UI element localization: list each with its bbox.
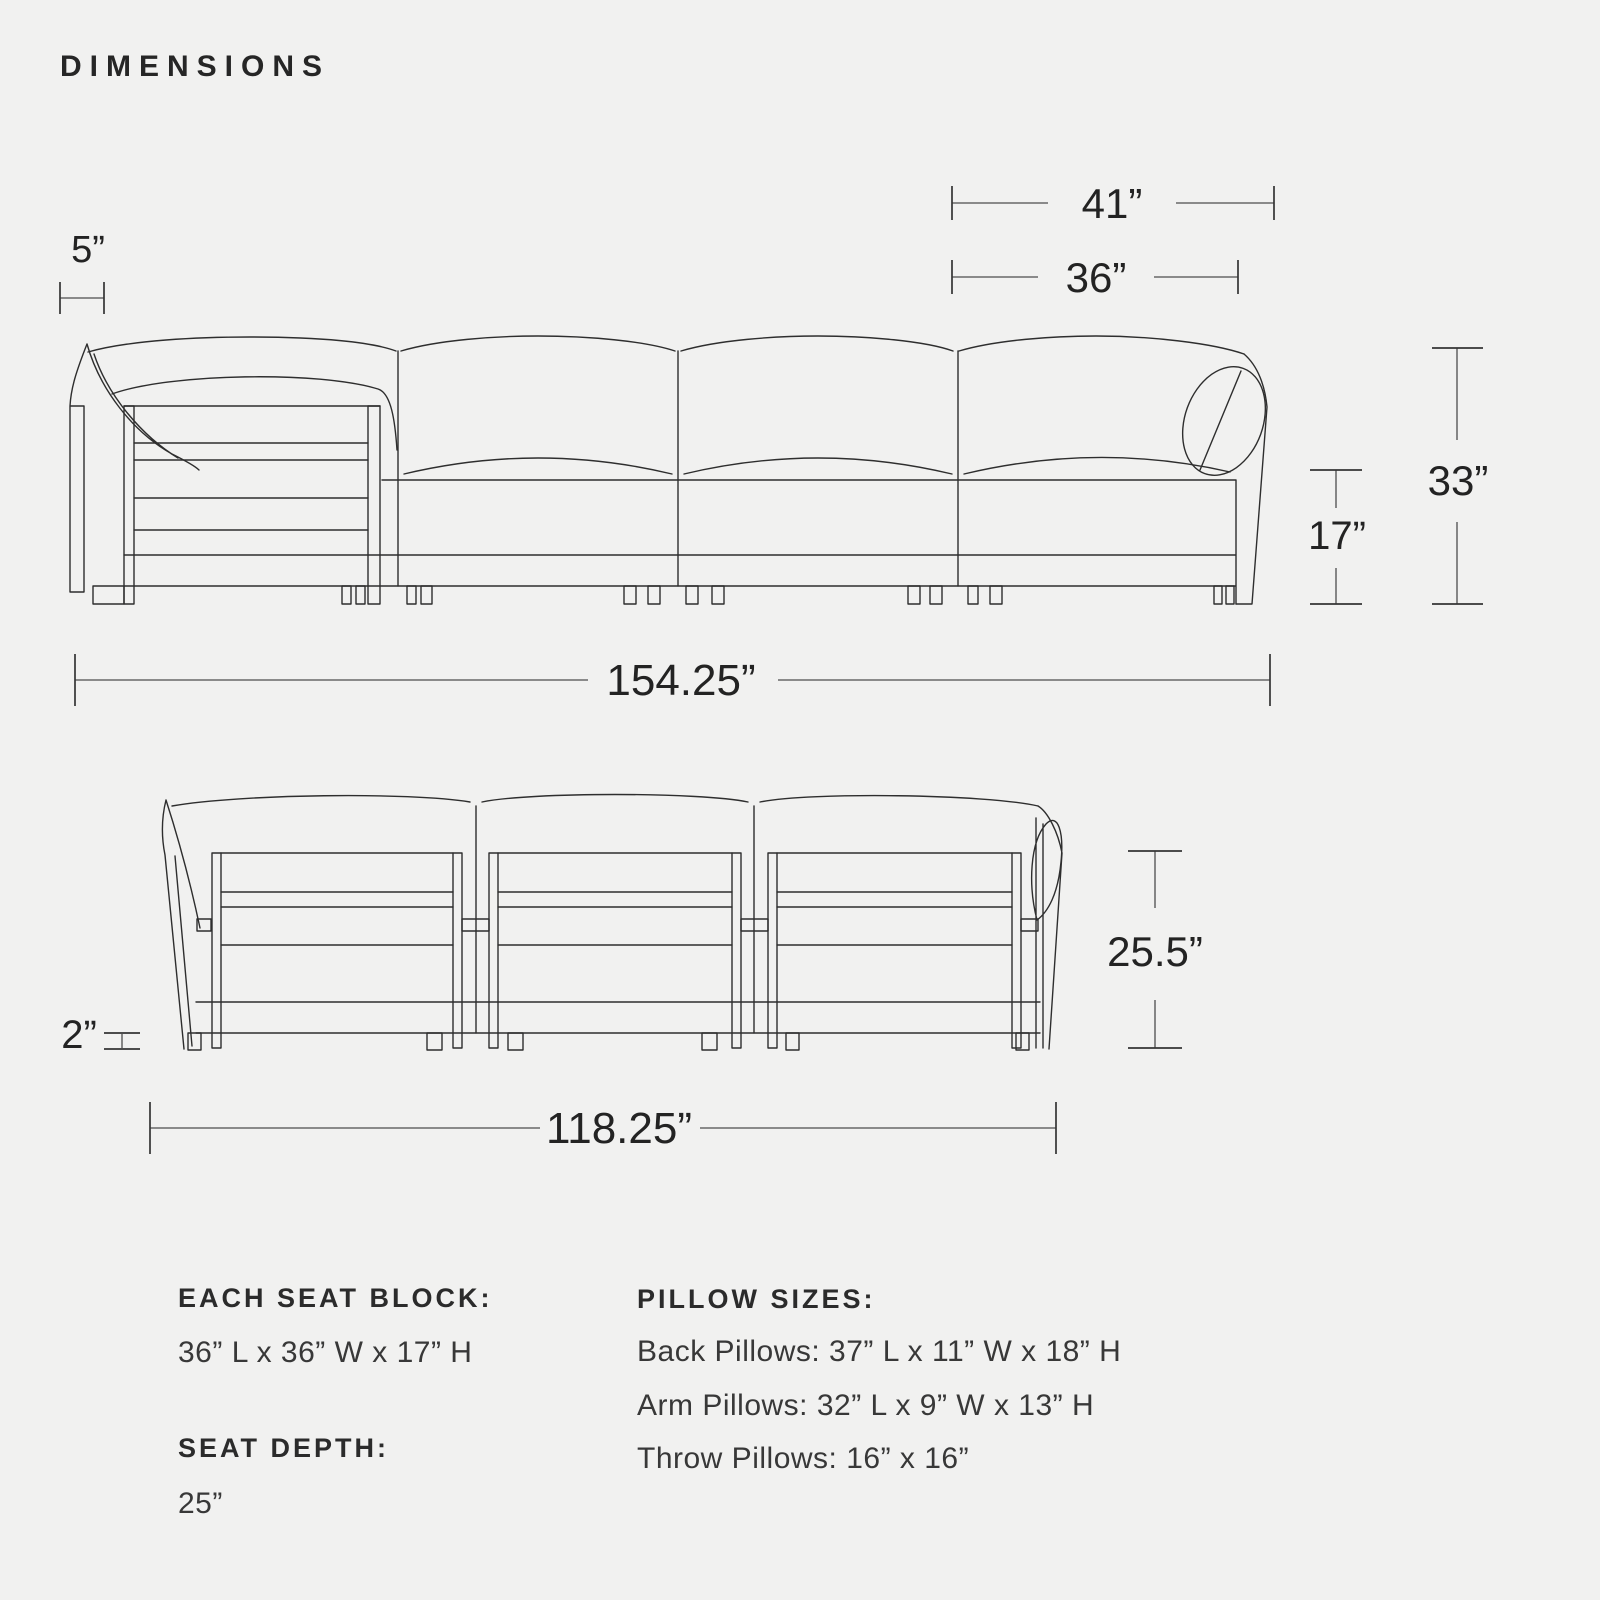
leg-height-label: 2” (61, 1013, 97, 1057)
arm-width-label: 5” (71, 229, 105, 271)
back-height-label: 25.5” (1107, 928, 1203, 975)
dimension-seat-height (1308, 470, 1366, 604)
front-section-dividers (398, 351, 958, 586)
pillow-size-back: Back Pillows: 37” L x 11” W x 18” H (637, 1335, 1122, 1368)
back-cushions-outline (172, 795, 1038, 807)
back-frame-slats (221, 853, 1012, 945)
pillow-sizes-heading: PILLOW SIZES: (637, 1284, 876, 1314)
front-seat-cushions (404, 457, 1230, 474)
front-view-drawing (70, 336, 1280, 604)
overall-depth-label: 118.25” (546, 1104, 692, 1153)
back-left-arm (163, 800, 201, 1049)
seat-block-heading: EACH SEAT BLOCK: (178, 1283, 493, 1313)
front-feet (342, 586, 1234, 604)
back-frame-posts (212, 853, 1021, 1048)
back-feet (188, 1033, 1029, 1050)
front-back-cushions-outline (88, 336, 1244, 354)
back-section-dividers (476, 806, 754, 1033)
bolster-pillow-seam (1200, 371, 1241, 470)
dimension-back-height (1107, 851, 1203, 1048)
corner-frame-left-post (124, 406, 134, 604)
dimension-seat-block (952, 254, 1238, 301)
overall-width-label: 154.25” (606, 656, 756, 705)
overall-height-label: 33” (1427, 457, 1489, 504)
front-left-arm-leg (93, 586, 124, 604)
seat-block-label: 36” (1065, 254, 1127, 301)
dimension-overall-depth (150, 1102, 1056, 1154)
pillow-size-arm: Arm Pillows: 32” L x 9” W x 13” H (637, 1389, 1095, 1422)
corner-frame-slats (124, 406, 380, 530)
pillow-size-throw: Throw Pillows: 16” x 16” (637, 1442, 970, 1475)
back-base-rails (196, 1002, 1040, 1033)
seat-depth-value: 25” (178, 1487, 223, 1520)
dimension-leg-height (61, 1013, 140, 1057)
dimension-seat-with-arm (952, 180, 1274, 227)
dimension-overall-width (75, 654, 1270, 706)
corner-frame-right-post (368, 406, 380, 604)
dimension-overall-height (1428, 348, 1489, 604)
corner-back-cushion (112, 377, 397, 450)
seat-with-arm-label: 41” (1081, 180, 1143, 227)
seat-depth-heading: SEAT DEPTH: (178, 1433, 390, 1463)
page-title: DIMENSIONS (60, 50, 331, 83)
seat-block-value: 36” L x 36” W x 17” H (178, 1336, 473, 1369)
back-right-arm (1032, 806, 1062, 1049)
dimension-arm-width (60, 229, 105, 314)
seat-height-label: 17” (1308, 514, 1366, 558)
back-view-drawing (163, 795, 1063, 1051)
back-connectors (197, 919, 1038, 931)
